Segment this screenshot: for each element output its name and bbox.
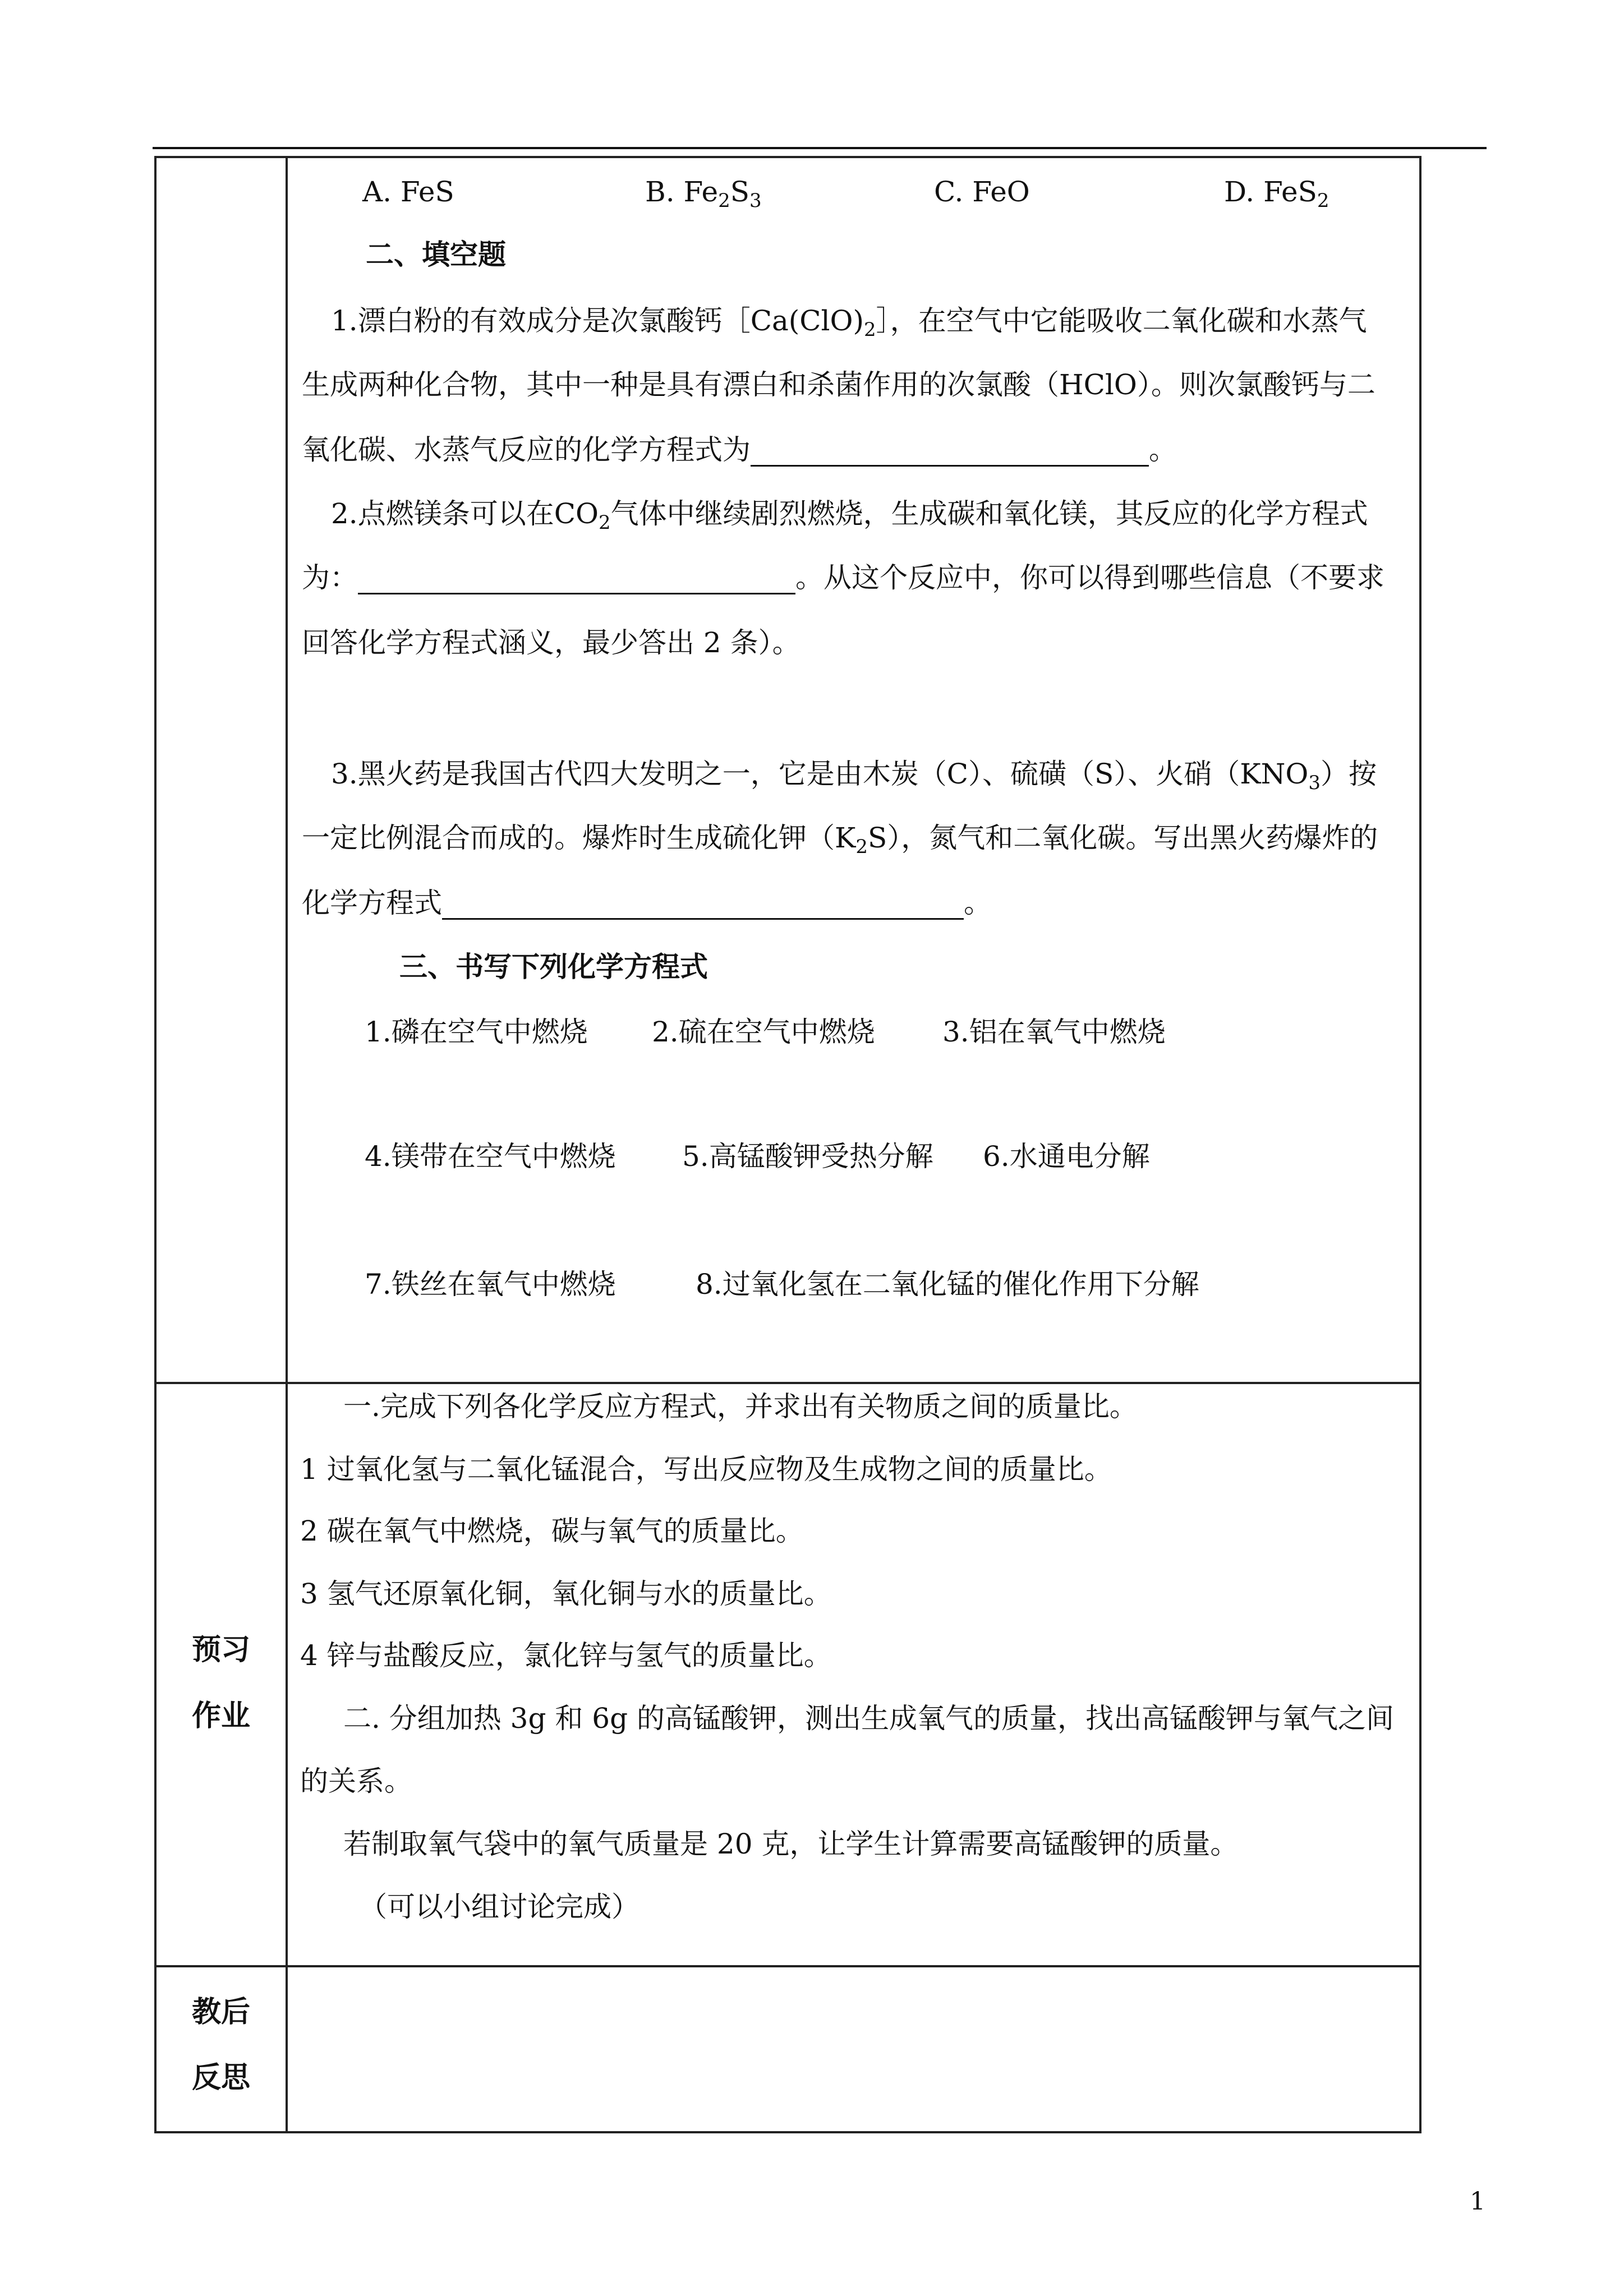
- q1-line3: 氧化碳、水蒸气反应的化学方程式为 。: [302, 434, 1177, 466]
- equation-item: 5.高锰酸钾受热分解: [682, 1140, 933, 1173]
- q3-line2: 一定比例混合而成的。爆炸时生成硫化钾$(K_2S)$，氮气和二氧化碳。写出黑火药爆炸的: [302, 822, 1378, 858]
- preview-line: 3 氢气还原氧化铜，氧化铜与水的质量比。: [300, 1578, 832, 1610]
- q2-answer-blank[interactable]: [358, 564, 795, 594]
- q2-line2: 为： 。从这个反应中，你可以得到哪些信息（不要求: [302, 561, 1384, 594]
- preview-line: （可以小组讨论完成）: [359, 1891, 640, 1923]
- equation-item: 2.硫在空气中燃烧: [652, 1016, 875, 1048]
- preview-line: 的关系。: [300, 1765, 412, 1797]
- preview-line: 二. 分组加热 3g 和 6g 的高锰酸钾，测出生成氧气的质量，找出高锰酸钾与氧气之间: [343, 1702, 1394, 1735]
- section2-heading: 二、填空题: [366, 238, 506, 271]
- preview-line: 4 锌与盐酸反应，氯化锌与氢气的质量比。: [300, 1639, 832, 1672]
- q3-answer-blank[interactable]: [442, 889, 964, 920]
- choice-d: D. FeS$_2$: [1224, 176, 1329, 212]
- q2-line1: 2.点燃镁条可以在$CO_2$气体中继续剧烈燃烧，生成碳和氧化镁，其反应的化学方程式: [331, 497, 1368, 534]
- preview-line: 若制取氧气袋中的氧气质量是 20 克，让学生计算需要高锰酸钾的质量。: [343, 1828, 1239, 1860]
- section3-heading: 三、书写下列化学方程式: [399, 951, 708, 983]
- equation-item: 8.过氧化氢在二氧化锰的催化作用下分解: [696, 1268, 1199, 1301]
- preview-line: 1 过氧化氢与二氧化锰混合，写出反应物及生成物之间的质量比。: [300, 1453, 1112, 1486]
- choice-c: C. FeO: [934, 176, 1030, 208]
- preview-line: 一.完成下列各化学反应方程式，并求出有关物质之间的质量比。: [343, 1390, 1138, 1423]
- equation-item: 3.铝在氧气中燃烧: [942, 1016, 1166, 1048]
- equation-item: 7.铁丝在氧气中燃烧: [365, 1268, 616, 1301]
- q1-line1: 1.漂白粉的有效成分是次氯酸钙$[Ca(ClO)_2]$，在空气中它能吸收二氧化碳和水蒸气: [331, 305, 1367, 341]
- q3-line1: 3.黑火药是我国古代四大发明之一，它是由木炭（C）、硫磺（S）、火硝$(KNO_3)$按: [331, 758, 1377, 794]
- preview-line: 2 碳在氧气中燃烧，碳与氧气的质量比。: [300, 1515, 804, 1547]
- choice-a: A. FeS: [362, 176, 454, 208]
- choice-b: B. $Fe_2S_3$: [645, 176, 762, 212]
- equation-item: 4.镁带在空气中燃烧: [365, 1140, 616, 1173]
- header-rule: [153, 147, 1487, 149]
- preview-label-line2: 作业: [191, 1699, 250, 1733]
- row-divider-preview: [157, 1965, 1419, 1967]
- equation-item: 6.水通电分解: [983, 1140, 1150, 1173]
- q1-answer-blank[interactable]: [751, 436, 1149, 467]
- q1-line2: 生成两种化合物，其中一种是具有漂白和杀菌作用的次氯酸（HClO）。则次氯酸钙与二: [302, 368, 1375, 401]
- q3-line3: 化学方程式 。: [302, 887, 992, 919]
- equation-item: 1.磷在空气中燃烧: [365, 1016, 588, 1048]
- page-number: 1: [1470, 2187, 1485, 2216]
- reflection-label-line2: 反思: [191, 2061, 250, 2095]
- preview-label-line1: 预习: [191, 1633, 250, 1667]
- row-divider-exercises: [157, 1382, 1419, 1384]
- q2-line3: 回答化学方程式涵义，最少答出 2 条）。: [302, 626, 801, 659]
- reflection-label-line1: 教后: [191, 1995, 250, 2029]
- column-divider: [286, 158, 288, 2131]
